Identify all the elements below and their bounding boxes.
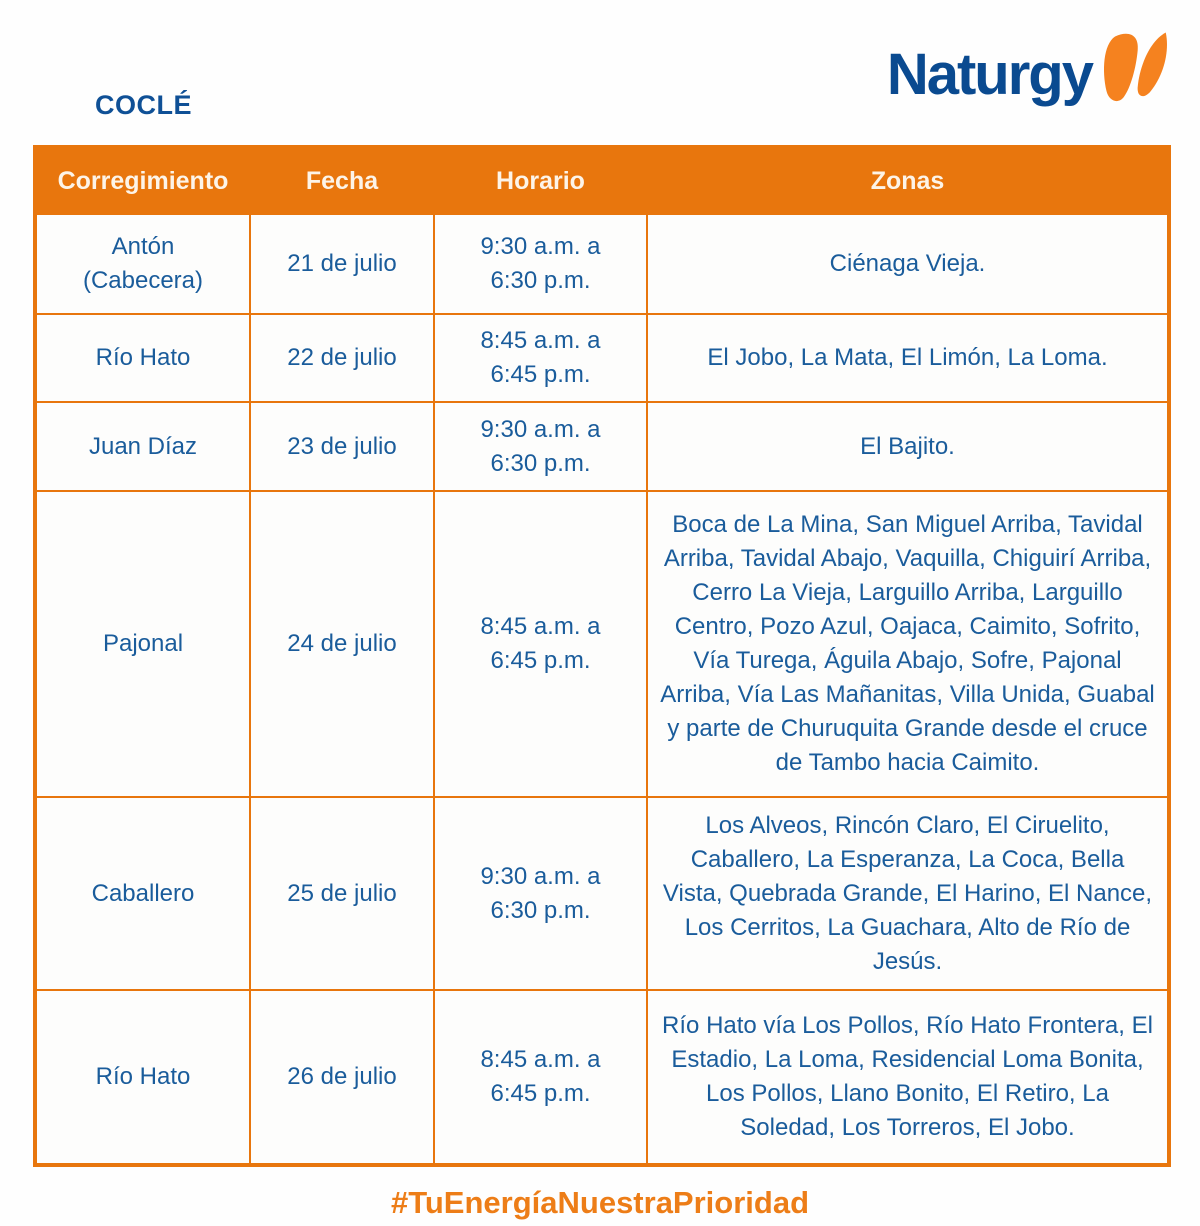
table-row xyxy=(35,402,1169,491)
corregimiento-cell: Pajonal xyxy=(35,491,250,797)
butterfly-icon xyxy=(1094,28,1172,112)
column-header-corregimiento: Corregimiento xyxy=(35,147,250,214)
fecha-cell: 22 de julio xyxy=(250,314,434,402)
corregimiento-cell: Río Hato xyxy=(35,990,250,1165)
column-header-horario: Horario xyxy=(434,147,647,214)
table-row xyxy=(35,990,1169,1165)
table-row xyxy=(35,214,1169,314)
naturgy-logo xyxy=(887,28,1172,112)
fecha-cell: 21 de julio xyxy=(250,214,434,314)
horario-text: 8:45 a.m. a 6:45 p.m. xyxy=(480,1046,601,1107)
column-header-zonas: Zonas xyxy=(647,147,1169,214)
horario-text: 9:30 a.m. a 6:30 p.m. xyxy=(480,233,601,294)
fecha-cell: 25 de julio xyxy=(250,797,434,990)
horario-cell xyxy=(434,214,647,314)
zonas-cell: El Bajito. xyxy=(647,402,1169,491)
naturgy-wordmark: Naturgy xyxy=(886,42,1092,107)
table-row xyxy=(35,491,1169,797)
region-title: COCLÉ xyxy=(95,90,192,120)
corregimiento-cell: Río Hato xyxy=(35,314,250,402)
table-row xyxy=(35,797,1169,990)
zonas-cell: Río Hato vía Los Pollos, Río Hato Frontera, El Estadio, La Loma, Residencial Loma Bonita, Los Pollos, Llano Bonito, El Retiro, La Soledad, Los Torreros, El Jobo. xyxy=(647,990,1169,1165)
zonas-cell: El Jobo, La Mata, El Limón, La Loma. xyxy=(647,314,1169,402)
corregimiento-cell: Antón (Cabecera) xyxy=(35,214,250,314)
corregimiento-cell: Juan Díaz xyxy=(35,402,250,491)
horario-cell xyxy=(434,797,647,990)
horario-text: 9:30 a.m. a 6:30 p.m. xyxy=(480,415,601,477)
fecha-cell: 23 de julio xyxy=(250,402,434,491)
corregimiento-cell: Caballero xyxy=(35,797,250,990)
horario-cell xyxy=(434,990,647,1165)
horario-text: 8:45 a.m. a 6:45 p.m. xyxy=(480,613,601,674)
zonas-cell: Boca de La Mina, San Miguel Arriba, Tavidal Arriba, Tavidal Abajo, Vaquilla, Chiguirí Arriba, Cerro La Vieja, Larguillo Arriba, Larguillo Centro, Pozo Azul, Oajaca, Caimito, Sofrito, Vía Turega, Águila Abajo, Sofre, Pajonal Arriba, Vía Las Mañanitas, Villa Unida, Guabal y parte de Churuquita Grande desde el cruce de Tambo hacia Caimito. xyxy=(647,491,1169,797)
horario-cell xyxy=(434,314,647,402)
table-header-row xyxy=(35,147,1169,214)
horario-cell xyxy=(434,402,647,491)
fecha-cell: 24 de julio xyxy=(250,491,434,797)
zonas-cell: Ciénaga Vieja. xyxy=(647,214,1169,314)
horario-text: 9:30 a.m. a 6:30 p.m. xyxy=(480,862,601,924)
zonas-cell: Los Alveos, Rincón Claro, El Ciruelito, Caballero, La Esperanza, La Coca, Bella Vista, Quebrada Grande, El Harino, El Nance, Los Cerritos, La Guachara, Alto de Río de Jesús. xyxy=(647,797,1169,990)
page-header xyxy=(0,0,1200,145)
horario-text: 8:45 a.m. a 6:45 p.m. xyxy=(480,327,601,388)
table-row xyxy=(35,314,1169,402)
outage-schedule-table xyxy=(33,145,1171,1167)
campaign-hashtag: #TuEnergíaNuestraPrioridad xyxy=(390,1185,810,1220)
column-header-fecha: Fecha xyxy=(250,147,434,214)
horario-cell xyxy=(434,491,647,797)
fecha-cell: 26 de julio xyxy=(250,990,434,1165)
